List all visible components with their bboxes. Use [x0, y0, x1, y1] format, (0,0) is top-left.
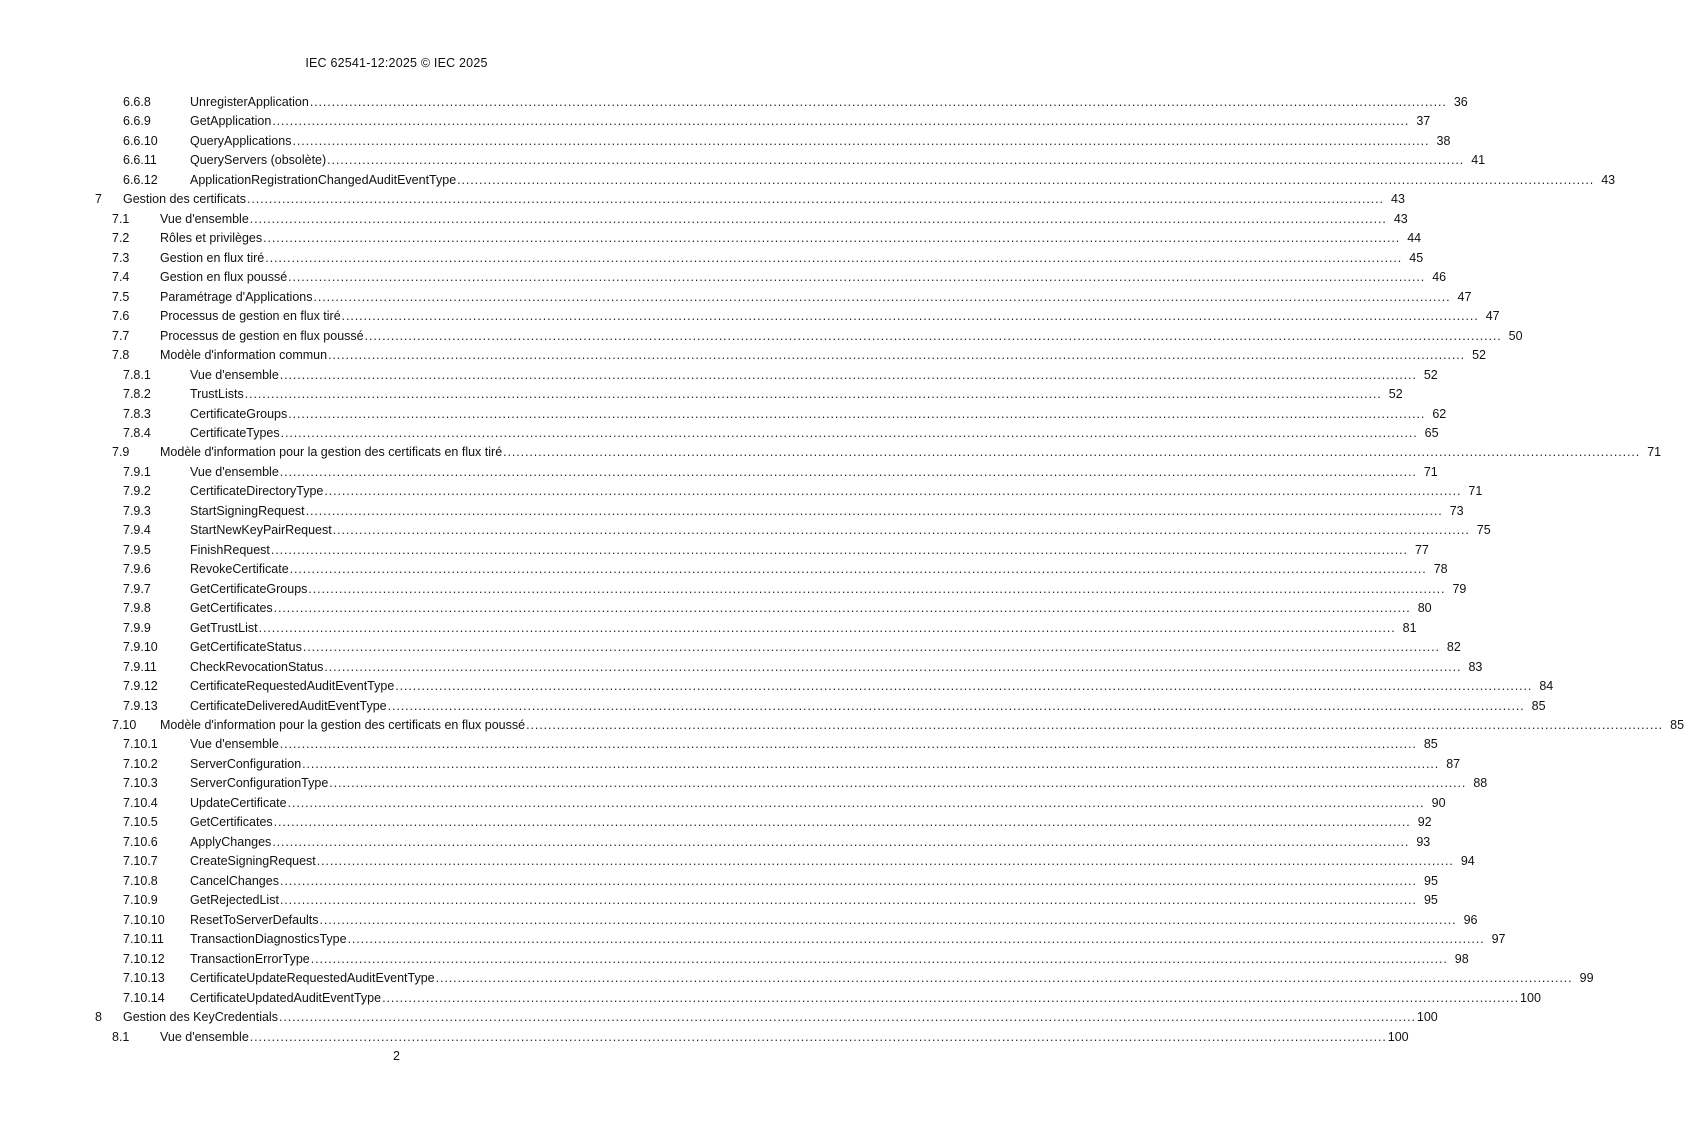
- toc-entry-number: 7.10.5: [123, 815, 158, 830]
- toc-entry-line: [190, 502, 1464, 521]
- toc-entry[interactable]: [0, 989, 1541, 1008]
- toc-entry[interactable]: [0, 619, 1417, 638]
- toc-entry-title: QueryServers (obsolète): [190, 153, 327, 168]
- toc-dot-leader: ....................................................................................................................................................................................................................................................................: [327, 153, 1465, 168]
- toc-entry-page: 75: [1476, 523, 1491, 538]
- toc-entry-page: 82: [1446, 640, 1461, 655]
- toc-entry-line: [190, 112, 1431, 131]
- toc-entry-page: 94: [1460, 854, 1475, 869]
- toc-entry-title: Processus de gestion en flux poussé: [160, 328, 364, 343]
- toc-entry-title: GetCertificateGroups: [190, 581, 308, 596]
- toc-entry[interactable]: [0, 1008, 1438, 1027]
- toc-entry-title: CreateSigningRequest: [190, 854, 316, 869]
- toc-dot-leader: ....................................................................................................................................................................................................................................................................: [289, 562, 1427, 577]
- toc-entry-line: [190, 813, 1432, 832]
- toc-entry[interactable]: [0, 521, 1491, 540]
- page-header: IEC 62541-12:2025 © IEC 2025: [305, 56, 488, 70]
- toc-entry-page: 52: [1388, 387, 1403, 402]
- toc-entry-line: [190, 405, 1447, 424]
- toc-dot-leader: ....................................................................................................................................................................................................................................................................: [364, 328, 1502, 343]
- toc-entry-line: [190, 171, 1616, 190]
- toc-dot-leader: ....................................................................................................................................................................................................................................................................: [324, 659, 1462, 674]
- toc-dot-leader: ....................................................................................................................................................................................................................................................................: [249, 211, 1387, 226]
- toc-entry[interactable]: [0, 268, 1447, 287]
- toc-entry-page: 46: [1432, 270, 1447, 285]
- toc-entry-page: 87: [1446, 756, 1461, 771]
- toc-entry-page: 80: [1417, 601, 1432, 616]
- toc-dot-leader: ....................................................................................................................................................................................................................................................................: [313, 289, 1451, 304]
- toc-dot-leader: ....................................................................................................................................................................................................................................................................: [279, 737, 1417, 752]
- toc-entry[interactable]: [0, 327, 1523, 346]
- toc-entry[interactable]: [0, 930, 1506, 949]
- toc-entry-line: [160, 249, 1424, 268]
- toc-entry-line: [190, 755, 1461, 774]
- toc-entry-number: 7.10.10: [123, 912, 165, 927]
- toc-dot-leader: ....................................................................................................................................................................................................................................................................: [244, 387, 1382, 402]
- toc-entry-line: [190, 580, 1467, 599]
- toc-dot-leader: ....................................................................................................................................................................................................................................................................: [258, 620, 1396, 635]
- toc-entry[interactable]: [0, 307, 1500, 326]
- toc-entry-title: Modèle d'information pour la gestion des certificats en flux tiré: [160, 445, 503, 460]
- toc-entry[interactable]: [0, 112, 1431, 131]
- toc-entry-title: Paramétrage d'Applications: [160, 289, 313, 304]
- toc-dot-leader: ....................................................................................................................................................................................................................................................................: [324, 484, 1462, 499]
- toc-entry-line: [160, 288, 1472, 307]
- toc-entry-page: 85: [1670, 718, 1684, 732]
- toc-entry-number: 7.9.13: [123, 698, 158, 713]
- toc-entry-page: 85: [1423, 737, 1438, 752]
- toc-dot-leader: ....................................................................................................................................................................................................................................................................: [347, 932, 1485, 947]
- toc-entry-line: [160, 327, 1523, 346]
- toc-entry-title: GetTrustList: [190, 620, 258, 635]
- toc-entry-line: [160, 716, 1684, 735]
- toc-entry-title: GetApplication: [190, 114, 272, 129]
- toc-entry-title: ServerConfiguration: [190, 756, 302, 771]
- toc-entry-number: 8.1: [112, 1029, 130, 1044]
- toc-entry-line: [190, 774, 1488, 793]
- toc-entry-page: 45: [1409, 250, 1424, 265]
- toc-entry-number: 6.6.12: [123, 172, 158, 187]
- toc-entry-page: 92: [1417, 815, 1432, 830]
- toc-entry[interactable]: [0, 249, 1424, 268]
- toc-entry[interactable]: [0, 463, 1438, 482]
- toc-entry-number: 7.9.5: [123, 542, 151, 557]
- toc-entry-page: 90: [1431, 795, 1446, 810]
- toc-entry-page: 43: [1601, 172, 1616, 187]
- toc-entry[interactable]: [0, 735, 1438, 754]
- toc-entry-number: 8: [95, 1010, 102, 1025]
- toc-entry-number: 7.2: [112, 231, 130, 246]
- toc-dot-leader: ....................................................................................................................................................................................................................................................................: [279, 893, 1417, 908]
- toc-entry[interactable]: [0, 366, 1438, 385]
- toc-entry-number: 7.3: [112, 250, 130, 265]
- toc-entry-line: [190, 482, 1483, 501]
- toc-dot-leader: ....................................................................................................................................................................................................................................................................: [382, 990, 1520, 1005]
- toc-entry-number: 7.4: [112, 270, 130, 285]
- toc-entry-line: [190, 911, 1478, 930]
- toc-dot-leader: ....................................................................................................................................................................................................................................................................: [526, 718, 1664, 732]
- toc-entry-line: [160, 1028, 1409, 1047]
- toc-dot-leader: ....................................................................................................................................................................................................................................................................: [272, 834, 1410, 849]
- toc-entry-page: 98: [1454, 951, 1469, 966]
- toc-entry-line: [190, 969, 1594, 988]
- toc-entry[interactable]: [0, 93, 1468, 112]
- toc-dot-leader: ....................................................................................................................................................................................................................................................................: [395, 679, 1533, 694]
- toc-entry-line: [190, 658, 1483, 677]
- toc-entry-line: [190, 950, 1469, 969]
- toc-entry-title: StartSigningRequest: [190, 503, 305, 518]
- toc-entry-line: [190, 735, 1438, 754]
- toc-dot-leader: ....................................................................................................................................................................................................................................................................: [309, 95, 1447, 109]
- toc-entry[interactable]: [0, 852, 1475, 871]
- toc-entry-page: 96: [1463, 912, 1478, 927]
- toc-entry-number: 7.10.14: [123, 990, 165, 1005]
- toc-entry[interactable]: [0, 151, 1486, 170]
- toc-entry-line: [190, 521, 1491, 540]
- toc-entry-number: 7.9.10: [123, 640, 158, 655]
- table-of-contents: [0, 93, 1684, 1047]
- toc-entry-number: 7.10.4: [123, 795, 158, 810]
- toc-entry[interactable]: [0, 1028, 1409, 1047]
- toc-entry[interactable]: [0, 346, 1487, 365]
- toc-entry-line: [160, 443, 1662, 462]
- toc-entry-number: 7.10.13: [123, 971, 165, 986]
- toc-entry-number: 7.8.3: [123, 406, 151, 421]
- toc-entry-page: 79: [1452, 581, 1467, 596]
- toc-entry-line: [190, 930, 1506, 949]
- toc-entry[interactable]: [0, 891, 1438, 910]
- toc-dot-leader: ....................................................................................................................................................................................................................................................................: [278, 1010, 1416, 1025]
- toc-dot-leader: ....................................................................................................................................................................................................................................................................: [319, 912, 1457, 927]
- toc-dot-leader: ....................................................................................................................................................................................................................................................................: [280, 425, 1418, 440]
- toc-entry-line: [123, 1008, 1438, 1027]
- toc-entry-title: TrustLists: [190, 387, 244, 402]
- toc-entry-number: 6.6.9: [123, 114, 151, 129]
- toc-entry-title: Processus de gestion en flux tiré: [160, 309, 341, 324]
- toc-entry-line: [190, 619, 1417, 638]
- toc-entry-number: 7.9.9: [123, 620, 151, 635]
- toc-dot-leader: ....................................................................................................................................................................................................................................................................: [249, 1029, 1387, 1044]
- toc-entry-number: 7.6: [112, 309, 130, 324]
- toc-entry-line: [190, 560, 1448, 579]
- toc-entry-page: 71: [1423, 464, 1438, 479]
- toc-entry[interactable]: [0, 560, 1448, 579]
- toc-entry-page: 52: [1472, 348, 1487, 363]
- toc-dot-leader: ....................................................................................................................................................................................................................................................................: [316, 854, 1454, 869]
- toc-entry-line: [160, 229, 1422, 248]
- toc-entry-page: 44: [1407, 231, 1422, 246]
- toc-entry[interactable]: [0, 482, 1483, 501]
- toc-dot-leader: ....................................................................................................................................................................................................................................................................: [265, 250, 1403, 265]
- toc-entry-title: StartNewKeyPairRequest: [190, 523, 332, 538]
- toc-entry-number: 6.6.8: [123, 95, 151, 109]
- toc-entry-title: CheckRevocationStatus: [190, 659, 324, 674]
- toc-entry-number: 7.10.8: [123, 873, 158, 888]
- toc-entry-page: 93: [1416, 834, 1431, 849]
- toc-dot-leader: ....................................................................................................................................................................................................................................................................: [263, 231, 1401, 246]
- toc-entry-number: 7.10.12: [123, 951, 165, 966]
- toc-entry-number: 7.8.4: [123, 425, 151, 440]
- toc-entry-title: ApplyChanges: [190, 834, 272, 849]
- toc-entry-title: Rôles et privilèges: [160, 231, 263, 246]
- toc-entry-number: 7.9.11: [123, 659, 157, 674]
- toc-entry-line: [160, 346, 1487, 365]
- toc-entry-title: RevokeCertificate: [190, 562, 289, 577]
- toc-entry-title: TransactionDiagnosticsType: [190, 932, 347, 947]
- toc-entry-title: ApplicationRegistrationChangedAuditEventType: [190, 172, 457, 187]
- toc-entry-title: Modèle d'information pour la gestion des certificats en flux poussé: [160, 718, 526, 732]
- toc-entry-line: [190, 366, 1438, 385]
- toc-entry[interactable]: [0, 872, 1438, 891]
- toc-entry-page: 43: [1391, 192, 1405, 207]
- toc-entry[interactable]: [0, 774, 1488, 793]
- toc-entry-number: 7.10.7: [123, 854, 158, 869]
- toc-entry-title: Vue d'ensemble: [190, 737, 279, 752]
- toc-dot-leader: ....................................................................................................................................................................................................................................................................: [308, 581, 1446, 596]
- toc-entry-line: [190, 93, 1468, 112]
- toc-entry[interactable]: [0, 424, 1439, 443]
- toc-entry[interactable]: [0, 677, 1554, 696]
- toc-entry[interactable]: [0, 405, 1447, 424]
- toc-entry-title: GetRejectedList: [190, 893, 279, 908]
- toc-entry-line: [190, 424, 1439, 443]
- toc-entry-line: [190, 541, 1429, 560]
- toc-entry-page: 83: [1468, 659, 1483, 674]
- toc-entry-page: 100: [1387, 1029, 1409, 1044]
- toc-entry-number: 6.6.11: [123, 153, 157, 168]
- toc-entry-number: 7.5: [112, 289, 130, 304]
- toc-entry-line: [190, 151, 1486, 170]
- toc-entry-number: 7.9.4: [123, 523, 151, 538]
- toc-entry-page: 47: [1457, 289, 1472, 304]
- toc-entry-page: 38: [1436, 133, 1451, 148]
- toc-entry[interactable]: [0, 697, 1546, 716]
- toc-dot-leader: ....................................................................................................................................................................................................................................................................: [435, 971, 1573, 986]
- toc-entry-line: [190, 599, 1432, 618]
- toc-entry-page: 43: [1393, 211, 1408, 226]
- toc-entry[interactable]: [0, 813, 1432, 832]
- toc-entry-number: 7.10.6: [123, 834, 158, 849]
- toc-entry-title: CertificateDirectoryType: [190, 484, 324, 499]
- toc-entry-title: CertificateUpdatedAuditEventType: [190, 990, 382, 1005]
- toc-entry-number: 7.9: [112, 445, 130, 460]
- toc-entry-number: 7.8: [112, 348, 130, 363]
- toc-entry-line: [190, 833, 1431, 852]
- toc-entry-line: [160, 307, 1500, 326]
- toc-entry[interactable]: [0, 288, 1472, 307]
- toc-entry[interactable]: [0, 502, 1464, 521]
- toc-entry-title: GetCertificates: [190, 601, 273, 616]
- toc-entry-page: 37: [1416, 114, 1431, 129]
- toc-entry-number: 7.10.11: [123, 932, 164, 947]
- toc-entry-line: [160, 210, 1408, 229]
- toc-entry-line: [190, 385, 1403, 404]
- toc-entry-number: 7.10.9: [123, 893, 158, 908]
- toc-entry[interactable]: [0, 638, 1461, 657]
- toc-entry[interactable]: [0, 229, 1422, 248]
- toc-entry-title: UnregisterApplication: [190, 95, 309, 109]
- toc-dot-leader: ....................................................................................................................................................................................................................................................................: [457, 172, 1595, 187]
- toc-entry-title: CertificateRequestedAuditEventType: [190, 679, 395, 694]
- toc-entry[interactable]: [0, 911, 1478, 930]
- toc-dot-leader: ....................................................................................................................................................................................................................................................................: [305, 503, 1443, 518]
- toc-dot-leader: ....................................................................................................................................................................................................................................................................: [273, 601, 1411, 616]
- toc-entry-page: 47: [1485, 309, 1500, 324]
- page-number: 2: [393, 1049, 400, 1063]
- toc-entry-title: ServerConfigurationType: [190, 776, 329, 791]
- toc-entry-page: 41: [1471, 153, 1486, 168]
- toc-entry[interactable]: [0, 658, 1483, 677]
- toc-entry-page: 85: [1531, 698, 1546, 713]
- toc-entry-line: [190, 463, 1438, 482]
- toc-entry-line: [190, 794, 1446, 813]
- toc-entry-page: 97: [1491, 932, 1506, 947]
- toc-entry-page: 36: [1453, 95, 1468, 109]
- toc-entry-title: Gestion en flux tiré: [160, 250, 265, 265]
- toc-entry[interactable]: [0, 443, 1662, 462]
- toc-entry[interactable]: [0, 210, 1408, 229]
- toc-entry-page: 73: [1449, 503, 1464, 518]
- toc-entry-page: 71: [1647, 445, 1662, 460]
- toc-entry-line: [190, 891, 1438, 910]
- toc-entry-page: 62: [1432, 406, 1447, 421]
- toc-entry-number: 7.10.1: [123, 737, 158, 752]
- toc-dot-leader: ....................................................................................................................................................................................................................................................................: [292, 133, 1430, 148]
- toc-entry[interactable]: [0, 171, 1616, 190]
- toc-entry-title: Vue d'ensemble: [160, 211, 249, 226]
- toc-entry-title: GetCertificateStatus: [190, 640, 302, 655]
- toc-entry-page: 50: [1508, 328, 1523, 343]
- toc-entry-page: 78: [1433, 562, 1448, 577]
- toc-entry-number: 7.9.3: [123, 503, 151, 518]
- toc-dot-leader: ....................................................................................................................................................................................................................................................................: [246, 192, 1384, 207]
- toc-entry[interactable]: [0, 599, 1432, 618]
- toc-dot-leader: ....................................................................................................................................................................................................................................................................: [332, 523, 1470, 538]
- toc-entry-line: [190, 852, 1475, 871]
- toc-entry-page: 81: [1402, 620, 1417, 635]
- toc-entry-line: [160, 268, 1447, 287]
- toc-entry-line: [190, 677, 1554, 696]
- toc-entry-line: [123, 190, 1405, 209]
- toc-entry[interactable]: [0, 755, 1461, 774]
- toc-dot-leader: ....................................................................................................................................................................................................................................................................: [279, 873, 1417, 888]
- toc-entry-title: CancelChanges: [190, 873, 279, 888]
- toc-dot-leader: ....................................................................................................................................................................................................................................................................: [279, 464, 1417, 479]
- toc-entry-title: Modèle d'information commun: [160, 348, 328, 363]
- toc-entry-title: QueryApplications: [190, 133, 292, 148]
- toc-entry-number: 7.9.12: [123, 679, 158, 694]
- toc-entry-title: Gestion des certificats: [123, 192, 246, 207]
- toc-entry[interactable]: [0, 794, 1446, 813]
- toc-entry-number: 7.9.2: [123, 484, 151, 499]
- toc-entry-number: 7.8.2: [123, 387, 151, 402]
- toc-entry-page: 71: [1468, 484, 1483, 499]
- toc-entry-page: 52: [1423, 367, 1438, 382]
- toc-entry-title: FinishRequest: [190, 542, 270, 557]
- toc-dot-leader: ....................................................................................................................................................................................................................................................................: [272, 114, 1410, 129]
- toc-entry-page: 65: [1424, 425, 1439, 440]
- toc-dot-leader: ....................................................................................................................................................................................................................................................................: [287, 795, 1425, 810]
- toc-dot-leader: ....................................................................................................................................................................................................................................................................: [273, 815, 1411, 830]
- toc-entry-number: 7.9.6: [123, 562, 151, 577]
- toc-entry-page: 99: [1579, 971, 1594, 986]
- toc-dot-leader: ....................................................................................................................................................................................................................................................................: [387, 698, 1525, 713]
- toc-entry-number: 7.9.7: [123, 581, 151, 596]
- toc-entry-line: [190, 638, 1461, 657]
- toc-entry-number: 7.7: [112, 328, 130, 343]
- toc-dot-leader: ....................................................................................................................................................................................................................................................................: [288, 406, 1426, 421]
- toc-entry-title: CertificateUpdateRequestedAuditEventType: [190, 971, 435, 986]
- toc-entry-page: 95: [1423, 893, 1438, 908]
- toc-entry-title: CertificateTypes: [190, 425, 280, 440]
- toc-entry-title: Vue d'ensemble: [190, 464, 279, 479]
- toc-entry[interactable]: [0, 541, 1429, 560]
- toc-dot-leader: ....................................................................................................................................................................................................................................................................: [302, 640, 1440, 655]
- toc-entry-title: GetCertificates: [190, 815, 273, 830]
- toc-entry-number: 7.10.3: [123, 776, 158, 791]
- toc-entry[interactable]: [0, 132, 1451, 151]
- toc-entry-title: CertificateDeliveredAuditEventType: [190, 698, 387, 713]
- toc-dot-leader: ....................................................................................................................................................................................................................................................................: [270, 542, 1408, 557]
- toc-dot-leader: ....................................................................................................................................................................................................................................................................: [288, 270, 1426, 285]
- toc-entry-number: 7.10: [112, 718, 137, 732]
- toc-entry-title: Gestion des KeyCredentials: [123, 1010, 278, 1025]
- toc-entry[interactable]: [0, 385, 1403, 404]
- toc-entry[interactable]: [0, 716, 1684, 735]
- toc-entry-title: TransactionErrorType: [190, 951, 310, 966]
- toc-entry-title: Vue d'ensemble: [160, 1029, 249, 1044]
- toc-entry[interactable]: [0, 833, 1431, 852]
- toc-entry-title: CertificateGroups: [190, 406, 288, 421]
- toc-entry-line: [190, 872, 1438, 891]
- toc-entry-number: 7: [95, 192, 102, 207]
- toc-dot-leader: ....................................................................................................................................................................................................................................................................: [341, 309, 1479, 324]
- toc-entry-line: [190, 697, 1546, 716]
- toc-entry-page: 95: [1424, 873, 1438, 888]
- toc-entry-number: 7.1: [112, 211, 130, 226]
- toc-entry-page: 84: [1539, 679, 1554, 694]
- toc-entry[interactable]: [0, 969, 1594, 988]
- toc-entry-title: Vue d'ensemble: [190, 367, 279, 382]
- toc-entry-number: 7.10.2: [123, 756, 158, 771]
- toc-entry-number: 7.9.1: [123, 464, 151, 479]
- toc-entry-page: 77: [1414, 542, 1429, 557]
- toc-entry-title: Gestion en flux poussé: [160, 270, 288, 285]
- toc-entry-number: 6.6.10: [123, 133, 158, 148]
- toc-entry-line: [190, 989, 1541, 1008]
- toc-dot-leader: ....................................................................................................................................................................................................................................................................: [302, 756, 1440, 771]
- toc-entry-page: 100: [1520, 990, 1541, 1005]
- toc-entry-page: 88: [1473, 776, 1488, 791]
- toc-entry[interactable]: [0, 580, 1467, 599]
- toc-dot-leader: ....................................................................................................................................................................................................................................................................: [329, 776, 1467, 791]
- toc-dot-leader: ....................................................................................................................................................................................................................................................................: [328, 348, 1466, 363]
- toc-entry-title: UpdateCertificate: [190, 795, 287, 810]
- toc-dot-leader: ....................................................................................................................................................................................................................................................................: [310, 951, 1448, 966]
- toc-entry-number: 7.8.1: [123, 367, 151, 382]
- toc-dot-leader: ....................................................................................................................................................................................................................................................................: [279, 367, 1417, 382]
- toc-entry-number: 7.9.8: [123, 601, 151, 616]
- toc-entry-title: ResetToServerDefaults: [190, 912, 319, 927]
- toc-dot-leader: ....................................................................................................................................................................................................................................................................: [503, 445, 1641, 460]
- toc-entry-page: 100: [1416, 1010, 1438, 1025]
- toc-entry[interactable]: [0, 950, 1469, 969]
- toc-entry-line: [190, 132, 1451, 151]
- toc-entry[interactable]: [0, 190, 1405, 209]
